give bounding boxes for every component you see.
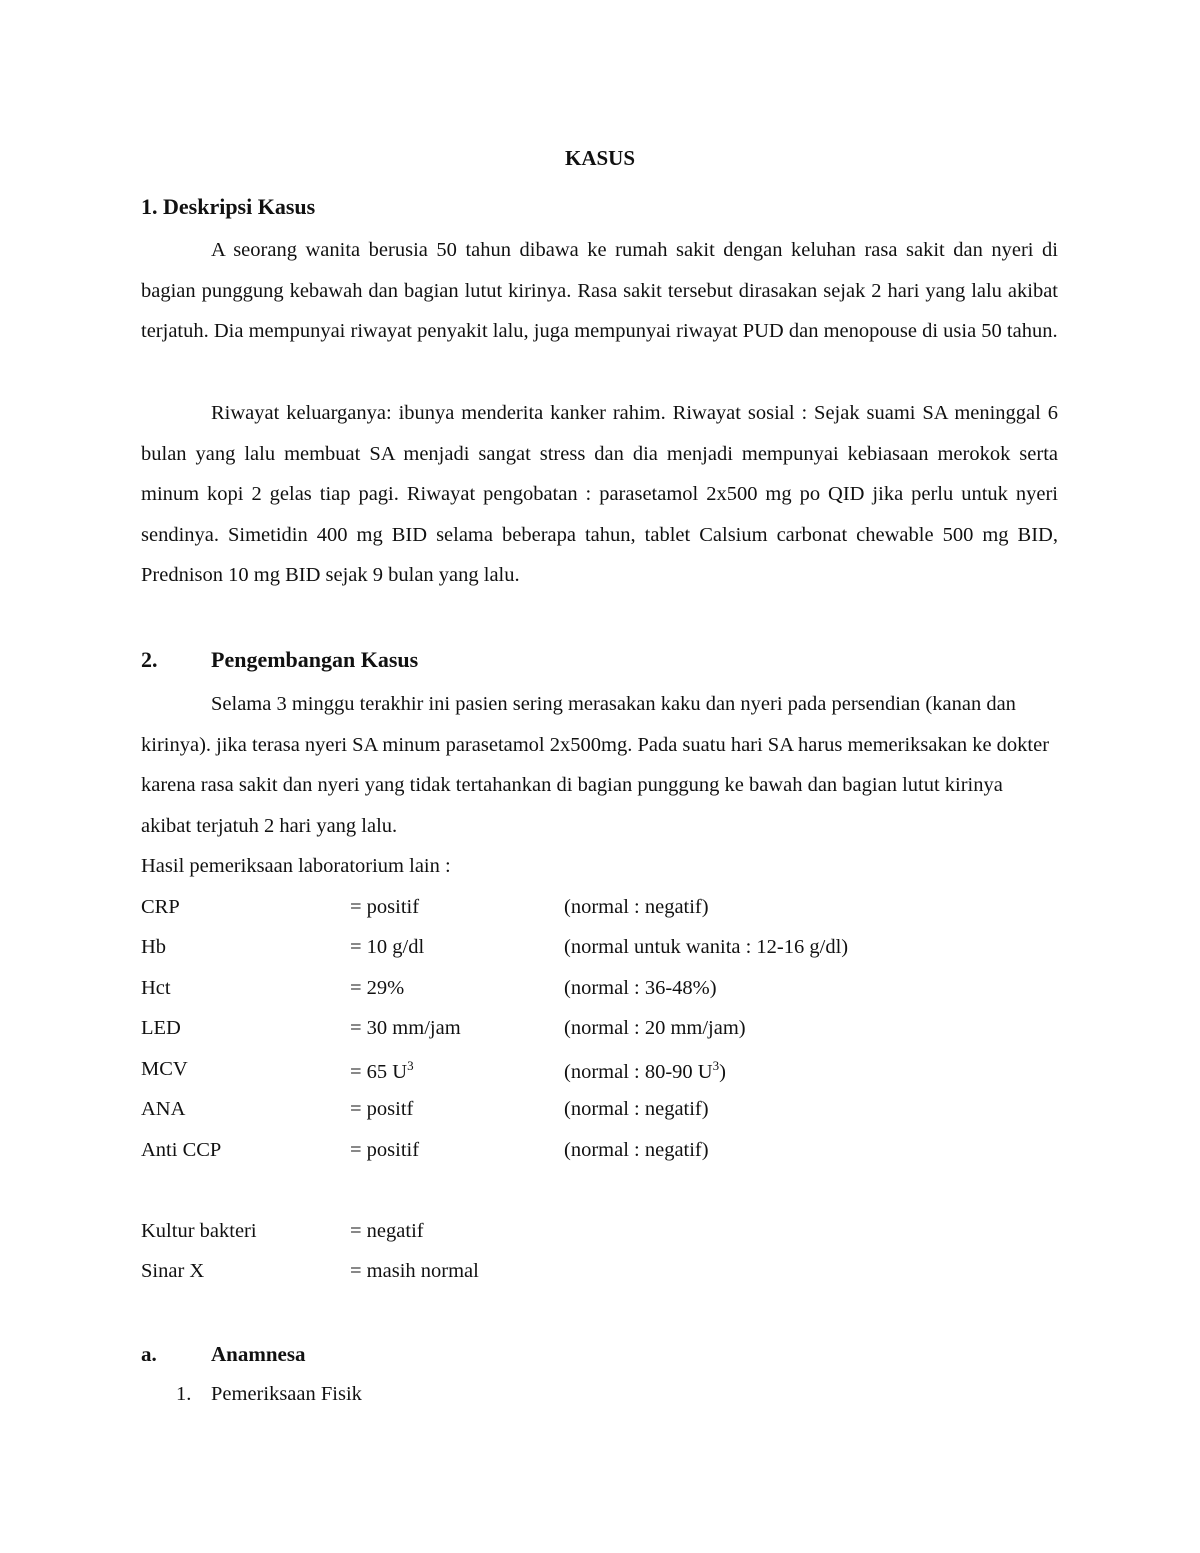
- lab-normal-end: ): [719, 1060, 726, 1083]
- list-item-number: 1.: [176, 1383, 192, 1405]
- lab-name: ANA: [141, 1098, 186, 1120]
- lab-value: = 29%: [350, 977, 405, 999]
- test-value: = masih normal: [350, 1260, 479, 1282]
- lab-name: CRP: [141, 896, 180, 918]
- section-2-paragraph: Selama 3 minggu terakhir ini pasien sering merasakan kaku dan nyeri pada persendian (kanan dan kirinya). jika terasa nyeri SA minum parasetamol 2x500mg. Pada suatu hari SA harus memeriksakan ke dokter karena rasa sakit dan nyeri yang tidak tertahankan di bagian punggung ke bawah dan bagian lutut kirinya akibat terjatuh 2 hari yang lalu.: [141, 693, 1050, 837]
- section-1-heading: 1. Deskripsi Kasus: [141, 194, 316, 219]
- lab-normal-superscript: 3: [712, 1058, 720, 1073]
- lab-value: [350, 1058, 414, 1084]
- lab-normal: (normal : negatif): [564, 896, 709, 918]
- subsection-a-heading: [141, 1342, 306, 1367]
- lab-value: = 10 g/dl: [350, 936, 425, 958]
- section-1-paragraph-1: A seorang wanita berusia 50 tahun dibawa ke rumah sakit dengan keluhan rasa sakit dan nyeri di bagian punggung kebawah dan bagian lutut kirinya. Rasa sakit tersebut dirasakan sejak 2 hari yang lalu akibat terjatuh. Dia mempunyai riwayat penyakit lalu, juga mempunyai riwayat PUD dan menopouse di usia 50 tahun.: [141, 239, 1058, 343]
- subsection-a-letter: a.: [141, 1342, 157, 1366]
- test-name: Sinar X: [141, 1260, 205, 1282]
- lab-name: LED: [141, 1017, 181, 1039]
- lab-value: = positif: [350, 896, 420, 918]
- lab-normal: (normal : negatif): [564, 1098, 709, 1120]
- test-value: = negatif: [350, 1220, 424, 1242]
- section-2-number: 2.: [141, 647, 158, 672]
- subsection-a-title: Anamnesa: [211, 1342, 306, 1366]
- list-item: [176, 1383, 362, 1406]
- lab-value: = positif: [350, 1139, 420, 1161]
- lab-name: Hb: [141, 936, 167, 958]
- section-2-title: Pengembangan Kasus: [211, 647, 419, 672]
- test-name: Kultur bakteri: [141, 1220, 257, 1242]
- list-item-label: Pemeriksaan Fisik: [211, 1383, 362, 1405]
- lab-name: Anti CCP: [141, 1139, 222, 1161]
- lab-value-superscript: 3: [407, 1058, 414, 1073]
- lab-name: Hct: [141, 977, 171, 999]
- lab-normal: [564, 1058, 726, 1084]
- lab-value: = 30 mm/jam: [350, 1017, 461, 1039]
- lab-value-text: = 65 U: [350, 1060, 408, 1083]
- lab-intro: Hasil pemeriksaan laboratorium lain :: [141, 855, 451, 877]
- lab-normal-text: (normal : 80-90 U: [564, 1060, 713, 1083]
- lab-normal: (normal : 36-48%): [564, 977, 717, 999]
- lab-value: = positf: [350, 1098, 414, 1120]
- section-1-paragraph-2: Riwayat keluarganya: ibunya menderita kanker rahim. Riwayat sosial : Sejak suami SA meninggal 6 bulan yang lalu membuat SA menjadi sangat stress dan dia menjadi mempunyai kebiasaan merokok serta minum kopi 2 gelas tiap pagi. Riwayat pengobatan : parasetamol 2x500 mg po QID jika perlu untuk nyeri sendinya. Simetidin 400 mg BID selama beberapa tahun, tablet Calsium carbonat chewable 500 mg BID, Prednison 10 mg BID sejak 9 bulan yang lalu.: [141, 402, 1058, 587]
- lab-name: MCV: [141, 1058, 188, 1080]
- document-title: KASUS: [564, 146, 636, 170]
- lab-normal: (normal untuk wanita : 12-16 g/dl): [564, 936, 849, 958]
- lab-normal: (normal : 20 mm/jam): [564, 1017, 746, 1039]
- lab-normal: (normal : negatif): [564, 1139, 709, 1161]
- section-2-heading: [141, 647, 418, 673]
